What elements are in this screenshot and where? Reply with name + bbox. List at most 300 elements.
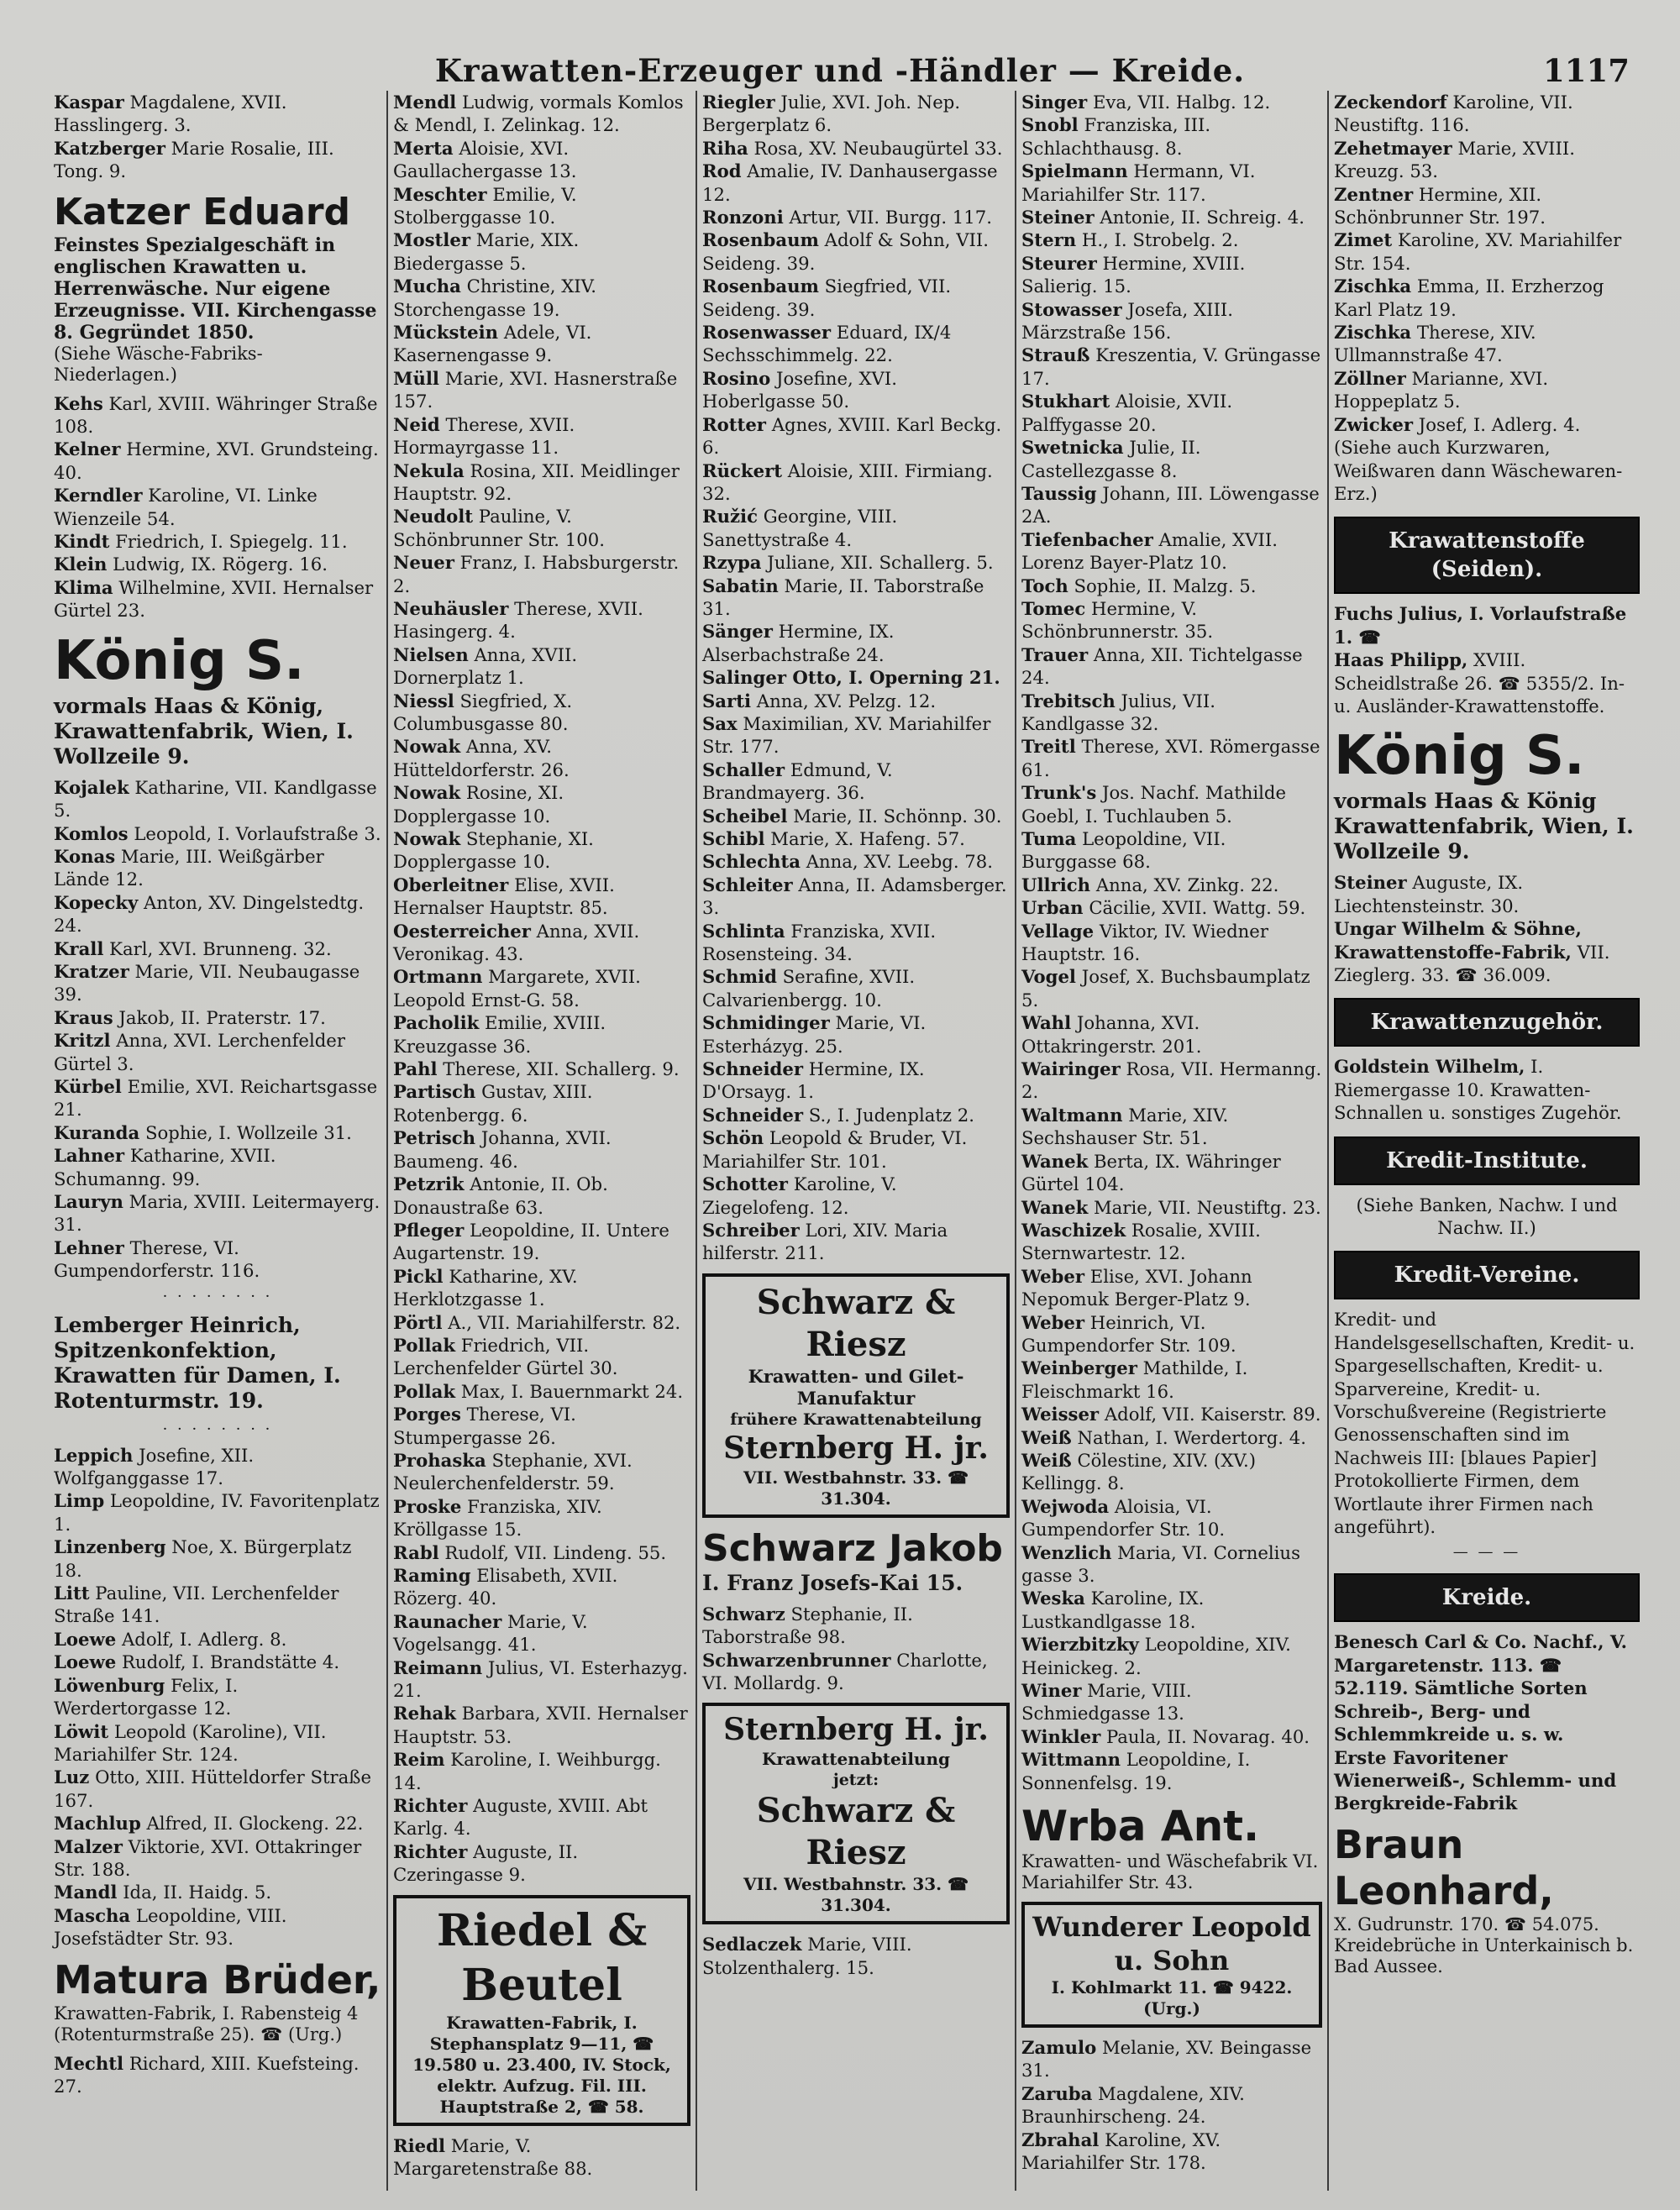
- entry-name: Lauryn: [54, 1191, 123, 1212]
- entry-name: Klima: [54, 576, 113, 598]
- directory-entry: [702, 1126, 1010, 1173]
- ad-line: Krawatten- und Wäschefabrik VI. Mariahilfer Str. 43.: [1021, 1851, 1319, 1893]
- entry-details: Marie, III. Weißgärber Lände 12.: [54, 845, 324, 890]
- column-5: [1329, 91, 1645, 2191]
- entry-name: Neid: [393, 413, 440, 435]
- entry-details: Elise, XVI. Johann Nepomuk Berger-Platz 9.: [1021, 1265, 1252, 1310]
- entry-name: Winer: [1021, 1680, 1082, 1702]
- directory-entry: [393, 1656, 690, 1703]
- directory-entry: [702, 1933, 1010, 1979]
- entry-name: Petzrik: [393, 1173, 465, 1195]
- entry-details: Amalie, XVII. Lorenz Bayer-Platz 10.: [1021, 528, 1278, 574]
- entry-name: Rosenwasser: [702, 322, 832, 344]
- directory-entry: [702, 827, 1010, 850]
- entry-details: Rosa, XV. Neubaugürtel 33.: [748, 137, 1003, 159]
- directory-entry: [1334, 367, 1640, 413]
- entry-name: Mückstein: [393, 322, 499, 344]
- entry-details: Marie, XIX. Biedergasse 5.: [393, 229, 580, 274]
- entry-details: Therese, XII. Schallerg. 9.: [437, 1058, 680, 1080]
- entry-details: Anna, XVII. Dornerplatz 1.: [393, 643, 578, 689]
- directory-entry: [1021, 1679, 1322, 1725]
- entry-details: Viktor, IV. Wiedner Hauptstr. 16.: [1021, 920, 1268, 965]
- directory-entry: [393, 1011, 690, 1058]
- entry-name: Kraus: [54, 1006, 113, 1028]
- directory-entry: [1334, 871, 1640, 917]
- section-heading: Kredit-Institute.: [1334, 1136, 1640, 1185]
- directory-entry: [54, 576, 381, 622]
- ad-line: vormals Haas & König Krawattenfabrik, Wien, I. Wollzeile 9.: [1334, 789, 1634, 864]
- entry-name: Singer: [1021, 92, 1088, 113]
- directory-entry: [702, 620, 1010, 666]
- entry-name: Treitl: [1021, 736, 1076, 758]
- directory-entry: [1021, 690, 1322, 736]
- entry-name: Neuhäusler: [393, 597, 509, 619]
- directory-entry: [1334, 275, 1640, 321]
- entry-details: Heinrich, VI. Gumpendorfer Str. 109.: [1021, 1311, 1236, 1356]
- directory-entry: [393, 459, 690, 506]
- entry-details: Artur, VII. Burgg. 117.: [783, 207, 992, 228]
- entry-details: Karl, XVIII. Währinger Straße 108.: [54, 392, 378, 438]
- entry-details: Leopold (Karoline), VII. Mariahilfer Str. 124.: [54, 1720, 327, 1765]
- entry-details: Julie, XVI. Joh. Nep. Bergerplatz 6.: [702, 92, 961, 136]
- ad-line: I. Franz Josefs-Kai 15.: [702, 1570, 963, 1595]
- entry-name: Nowak: [393, 782, 461, 804]
- directory-entry: [1021, 1058, 1322, 1104]
- directory-entry: [702, 1603, 1010, 1649]
- entry-details: Margarete, XVII. Leopold Ernst-G. 58.: [393, 966, 641, 1011]
- entry-name: Löwenburg: [54, 1674, 165, 1696]
- entry-name: Rzypa: [702, 552, 762, 574]
- entry-details: Berta, IX. Währinger Gürtel 104.: [1021, 1150, 1281, 1195]
- entry-name: Waschizek: [1021, 1219, 1126, 1241]
- directory-entry: [54, 1628, 381, 1651]
- entry-details: Auguste, IX. Liechtensteinstr. 30.: [1334, 872, 1524, 916]
- entry-details: VII. Zieglerg. 33. ☎ 36.009.: [1334, 941, 1610, 985]
- entry-details: Therese, VI. Stumpergasse 26.: [393, 1404, 576, 1448]
- entry-name: Kopecky: [54, 891, 139, 913]
- entry-details: Ida, II. Haidg. 5.: [117, 1882, 272, 1903]
- directory-entry: [1021, 298, 1322, 344]
- entry-details: Jos. Nachf. Mathilde Goebl, I. Tuchlauben 5.: [1021, 782, 1287, 827]
- directory-entry: [1021, 920, 1322, 966]
- entry-details: Hermine, XVIII. Salierig. 15.: [1021, 252, 1246, 297]
- entry-details: Hermine, XVI. Grundsteing. 40.: [54, 438, 379, 483]
- entry-details: Rosa, VII. Hermanng. 2.: [1021, 1058, 1322, 1103]
- entry-name: Wierzbitzky: [1021, 1634, 1139, 1656]
- entry-details: Rosine, XI. Dopplergasse 10.: [393, 782, 564, 827]
- directory-entry: [393, 1380, 690, 1403]
- entry-details: Karl, XVI. Brunneng. 32.: [103, 937, 332, 959]
- entry-details: Richard, XIII. Kuefsteing. 27.: [54, 2052, 360, 2097]
- advertisement: [54, 629, 381, 769]
- entry-name: Pörtl: [393, 1311, 443, 1333]
- directory-entry: [54, 1881, 381, 1903]
- entry-name: Weber: [1021, 1265, 1085, 1287]
- entry-details: Therese, XVI. Römergasse 61.: [1021, 736, 1320, 780]
- entry-details: Mathilde, I. Fleischmarkt 16.: [1021, 1357, 1248, 1402]
- directory-entry: [702, 551, 1010, 574]
- directory-entry: [1021, 390, 1322, 436]
- entry-details: Franziska, XIV. Kröllgasse 15.: [393, 1495, 602, 1541]
- directory-entry: [1021, 2036, 1322, 2082]
- ad-line: König S.: [54, 629, 305, 692]
- entry-details: Cölestine, XIV. (XV.) Kellingg. 8.: [1021, 1449, 1257, 1494]
- directory-entry: [702, 413, 1010, 459]
- directory-entry: [1021, 597, 1322, 643]
- directory-entry: [702, 1011, 1010, 1058]
- entry-name: Machlup: [54, 1813, 141, 1835]
- note: (Siehe Banken, Nachw. I und Nachw. II.): [1356, 1194, 1618, 1238]
- entry-details: Johanna, XVII. Baumeng. 46.: [393, 1127, 612, 1172]
- entry-details: Rosina, XII. Meidlinger Hauptstr. 92.: [393, 459, 680, 504]
- directory-entry: [393, 1265, 690, 1311]
- directory-entry: [393, 1058, 690, 1080]
- entry-name: Snobl: [1021, 114, 1079, 136]
- entry-name: Weska: [1021, 1588, 1085, 1609]
- entry-name: Lehner: [54, 1236, 124, 1258]
- entry-name: Rotter: [702, 413, 766, 435]
- entry-name: Wairinger: [1021, 1058, 1121, 1080]
- entry-name: Kratzer: [54, 960, 129, 982]
- directory-entry: [54, 1651, 381, 1673]
- ad-line: Wunderer Leopold u. Sohn: [1032, 1911, 1311, 1977]
- ad-line: frühere Krawattenabteilung: [730, 1409, 982, 1429]
- entry-details: A., VII. Mariahilferstr. 82.: [442, 1311, 681, 1333]
- entry-name: Luz: [54, 1766, 90, 1788]
- entry-details: Franz, I. Habsburgerstr. 2.: [393, 552, 680, 596]
- entry-details: Aloisie, XIII. Firmiang. 32.: [702, 459, 993, 504]
- directory-entry: [702, 666, 1010, 689]
- entry-details: Hermine, IX. D'Orsayg. 1.: [702, 1058, 925, 1103]
- entry-details: Marie, V. Margaretenstraße 88.: [393, 2134, 593, 2180]
- entry-details: Alfred, II. Glockeng. 22.: [140, 1813, 364, 1835]
- entry-details: Anna, XV. Zinkg. 22.: [1090, 874, 1279, 895]
- entry-details: Maria, XVIII. Leitermayerg. 31.: [54, 1191, 381, 1236]
- entry-name: Riha: [702, 137, 748, 159]
- entry-details: Kredit- und Handelsgesellschaften, Kredit- u. Spargesellschaften, Kredit- u. Sparvereine, Kredit- u. Vorschußvereine (Registrierte Genossenschaften sind im Nachweis III: [blaues Papier] Protokollierte Firmen, dem Wortlaute ihrer Firmen nach angeführt).: [1334, 1309, 1635, 1538]
- entry-details: Wilhelmine, XVII. Hernalser Gürtel 23.: [54, 576, 374, 622]
- entry-name: Zaruba: [1021, 2082, 1093, 2104]
- directory-entry: [702, 206, 1010, 228]
- directory-entry: [1334, 648, 1640, 717]
- entry-name: Weber: [1021, 1311, 1085, 1333]
- entry-name: Nekula: [393, 459, 465, 481]
- entry-name: Zamulo: [1021, 2037, 1097, 2059]
- ad-line: Braun Leonhard,: [1334, 1821, 1554, 1913]
- directory-entry: [393, 1794, 690, 1840]
- entry-details: Leopoldine, VII. Burggasse 68.: [1021, 828, 1226, 873]
- directory-entry: [54, 937, 381, 960]
- entry-name: Limp: [54, 1490, 105, 1512]
- directory-entry: [1021, 896, 1322, 919]
- entry-name: Sax: [702, 712, 738, 734]
- directory-entry: [54, 91, 381, 137]
- entry-name: Schreiber: [702, 1219, 800, 1241]
- directory-entry: [54, 1582, 381, 1628]
- entry-details: Amalie, IV. Danhausergasse 12.: [702, 160, 998, 205]
- directory-entry: [393, 597, 690, 643]
- directory-entry: [1021, 1311, 1322, 1357]
- directory-entry: [54, 1006, 381, 1029]
- directory-entry: [1021, 528, 1322, 575]
- entry-details: Marie Rosalie, III. Tong. 9.: [54, 137, 334, 182]
- entry-details: Pauline, VII. Lerchenfelder Straße 141.: [54, 1583, 339, 1627]
- entry-details: Julie, II. Castellezgasse 8.: [1021, 437, 1201, 481]
- directory-entry: [702, 505, 1010, 551]
- directory-entry: [1021, 436, 1322, 482]
- directory-entry: [702, 965, 1010, 1011]
- entry-details: Edmund, V. Brandmayerg. 36.: [702, 759, 893, 804]
- directory-entry: [702, 805, 1010, 827]
- directory-entry: [1021, 575, 1322, 597]
- entry-name: Weiß: [1021, 1426, 1072, 1448]
- entry-details: Antonie, II. Ob. Donaustraße 63.: [393, 1173, 608, 1218]
- entry-details: Marianne, XVI. Hoppeplatz 5.: [1334, 367, 1549, 412]
- entry-name: Steurer: [1021, 252, 1097, 274]
- entry-name: Zbrahal: [1021, 2129, 1100, 2150]
- entry-details: Siegfried, X. Columbusgasse 80.: [393, 690, 573, 734]
- ad-line: Schwarz & Riesz: [756, 1282, 956, 1364]
- section-heading: Krawattenzugehör.: [1334, 998, 1640, 1047]
- entry-details: Agnes, XVIII. Karl Beckg. 6.: [702, 413, 1002, 459]
- entry-name: Zöllner: [1334, 367, 1406, 389]
- entry-name: Merta: [393, 137, 454, 159]
- entry-details: Adolf & Sohn, VII. Seideng. 39.: [702, 229, 990, 274]
- entry-name: Rosino: [702, 367, 771, 389]
- entry-details: Serafine, XVII. Calvarienbergg. 10.: [702, 966, 916, 1011]
- directory-entry: [54, 484, 381, 530]
- entry-details: Stephanie, XI. Dopplergasse 10.: [393, 828, 594, 873]
- entry-name: Pollak: [393, 1380, 456, 1402]
- entry-name: Salinger Otto, I. Operning 21.: [702, 667, 1000, 689]
- entry-details: Anna, II. Adamsberger. 3.: [702, 874, 1007, 919]
- directory-entry: [393, 1541, 690, 1564]
- entry-details: Rudolf, VII. Lindeng. 55.: [438, 1541, 667, 1563]
- directory-entry: [393, 1702, 690, 1748]
- entry-name: Trebitsch: [1021, 690, 1116, 711]
- entry-name: Litt: [54, 1583, 90, 1604]
- entry-details: Anton, XV. Dingelstedtg. 24.: [54, 891, 365, 937]
- entry-details: Anna, XV. Leebg. 78.: [800, 851, 993, 873]
- ad-line: I. Kohlmarkt 11. ☎ 9422. (Urg.): [1051, 1977, 1293, 2019]
- boxed-advertisement: [1021, 1902, 1322, 2028]
- entry-details: Ludwig, vormals Komlos & Mendl, I. Zelinkag. 12.: [393, 92, 684, 136]
- entry-name: Schwarzenbrunner: [702, 1649, 891, 1671]
- directory-entry: [1021, 1150, 1322, 1196]
- entry-name: Rod: [702, 160, 742, 182]
- entry-name: Oberleitner: [393, 874, 509, 895]
- directory-entry: [54, 1835, 381, 1882]
- directory-entry: [1334, 228, 1640, 275]
- entry-details: Therese, XVII. Hormayrgasse 11.: [393, 413, 575, 459]
- entry-details: Lori, XIV. Maria hilferstr. 211.: [702, 1219, 948, 1264]
- entry-name: Schmid: [702, 966, 777, 988]
- directory-entry: [1334, 413, 1640, 436]
- entry-details: Marie, VIII. Schmiedgasse 13.: [1021, 1680, 1192, 1724]
- entry-details: Siegfried, VII. Seideng. 39.: [702, 276, 952, 320]
- directory-entry: [393, 1449, 690, 1495]
- entry-details: Emilie, XVI. Reichartsgasse 21.: [54, 1075, 378, 1121]
- entry-name: Ungar Wilhelm & Söhne, Krawattenstoffe-Fabrik,: [1334, 918, 1582, 963]
- separator: · · · · · · · ·: [162, 1287, 273, 1305]
- entry-details: Marie, VIII. Stolzenthalerg. 15.: [702, 1934, 912, 1978]
- entry-details: Adele, VI. Kasernengasse 9.: [393, 322, 592, 366]
- entry-details: Eduard, IX/4 Sechsschimmelg. 22.: [702, 322, 952, 366]
- entry-name: Kaspar: [54, 92, 124, 113]
- entry-name: Spielmann: [1021, 160, 1128, 182]
- ad-line: Wrba Ant.: [1021, 1802, 1260, 1851]
- entry-details: Friedrich, VII. Lerchenfelder Gürtel 30.: [393, 1334, 618, 1379]
- directory-entry: [702, 91, 1010, 137]
- entry-name: Mechtl: [54, 2052, 124, 2074]
- entry-details: Cäcilie, XVII. Wattg. 59.: [1083, 897, 1306, 919]
- entry-name: Leppich: [54, 1444, 134, 1466]
- ad-line: Sternberg H. jr.: [723, 1430, 989, 1466]
- entry-details: Elisabeth, XVII. Rözerg. 40.: [393, 1565, 618, 1609]
- directory-entry: [393, 1495, 690, 1541]
- entry-name: Ortmann: [393, 966, 483, 988]
- directory-entry: [1334, 1630, 1640, 1745]
- entry-name: Ullrich: [1021, 874, 1091, 895]
- directory-entry: [54, 438, 381, 484]
- ad-line: Schwarz & Riesz: [756, 1791, 956, 1873]
- directory-entry: [1021, 1357, 1322, 1403]
- directory-entry: [1334, 436, 1640, 505]
- directory-entry: [1334, 917, 1640, 986]
- directory-entry: [702, 160, 1010, 206]
- page-number: 1117: [1543, 52, 1630, 89]
- entry-name: Nowak: [393, 828, 461, 849]
- entry-name: Urban: [1021, 897, 1084, 919]
- entry-name: Neudolt: [393, 506, 474, 528]
- entry-details: Nathan, I. Werdertorg. 4.: [1071, 1426, 1306, 1448]
- entry-name: Schibl: [702, 828, 765, 849]
- directory-entry: [54, 891, 381, 937]
- entry-name: Rückert: [702, 459, 783, 481]
- advertisement: [54, 1313, 381, 1414]
- directory-entry: [702, 459, 1010, 506]
- entry-details: Pauline, V. Schönbrunner Str. 100.: [393, 506, 605, 550]
- entry-details: Paula, II. Novarag. 40.: [1100, 1725, 1310, 1747]
- directory-entry: [54, 2052, 381, 2098]
- entry-name: Neuer: [393, 552, 454, 574]
- directory-entry: [1021, 1541, 1322, 1588]
- entry-details: Otto, XIII. Hütteldorfer Straße 167.: [54, 1766, 372, 1811]
- entry-name: Sänger: [702, 621, 773, 643]
- entry-details: Marie, II. Taborstraße 31.: [702, 575, 984, 619]
- entry-details: Marie, X. Hafeng. 57.: [764, 828, 965, 849]
- entry-details: Viktorie, XVI. Ottakringer Str. 188.: [54, 1835, 362, 1880]
- entry-name: Schaller: [702, 759, 785, 780]
- entry-details: Karoline, IX. Lustkandlgasse 18.: [1021, 1588, 1205, 1632]
- entry-details: Marie, XIV. Sechshauser Str. 51.: [1021, 1104, 1229, 1149]
- column-4: [1016, 91, 1329, 2191]
- entry-name: Ronzoni: [702, 207, 784, 228]
- ad-line: VII. Westbahnstr. 33. ☎ 31.304.: [743, 1874, 969, 1916]
- directory-entry: [702, 1649, 1010, 1695]
- entry-details: Therese, VI. Gumpendorferstr. 116.: [54, 1236, 260, 1282]
- entry-details: Leopoldine, I. Sonnenfelsg. 19.: [1021, 1749, 1251, 1793]
- entry-details: Hermine, XII. Schönbrunner Str. 197.: [1334, 183, 1546, 228]
- entry-details: Emilie, V. Stolberggasse 10.: [393, 183, 577, 228]
- entry-name: Sedlaczek: [702, 1934, 802, 1955]
- entry-details: Katharine, VII. Kandlgasse 5.: [54, 776, 377, 822]
- entry-name: Löwit: [54, 1720, 109, 1742]
- entry-details: Therese, XIV. Ullmannstraße 47.: [1334, 322, 1536, 366]
- directory-entry: [54, 1489, 381, 1535]
- directory-entry: [393, 874, 690, 920]
- directory-entry: [1021, 1426, 1322, 1449]
- entry-name: Erste Favoritener Wienerweiß-, Schlemm- und Bergkreide-Fabrik: [1334, 1746, 1617, 1814]
- entry-details: H., I. Strobelg. 2.: [1076, 229, 1239, 251]
- entry-name: Proske: [393, 1495, 462, 1517]
- entry-name: Rabl: [393, 1541, 439, 1563]
- entry-details: Anna, XV. Hütteldorferstr. 26.: [393, 736, 570, 780]
- entry-name: Waltmann: [1021, 1104, 1123, 1126]
- entry-name: Meschter: [393, 183, 487, 205]
- directory-entry: [54, 530, 381, 553]
- directory-entry: [393, 735, 690, 781]
- advertisement: [54, 1957, 381, 2045]
- entry-name: Mandl: [54, 1882, 118, 1903]
- directory-entry: [54, 553, 381, 575]
- directory-entry: [54, 822, 381, 845]
- entry-name: Malzer: [54, 1835, 123, 1857]
- entry-name: Wahl: [1021, 1012, 1072, 1034]
- directory-entry: [1021, 206, 1322, 228]
- entry-name: Sabatin: [702, 575, 779, 596]
- entry-details: Katharine, XV. Herklotzgasse 1.: [393, 1265, 578, 1310]
- entry-name: Pahl: [393, 1058, 438, 1080]
- ad-line: Sternberg H. jr.: [723, 1712, 989, 1748]
- advertisement: [702, 1526, 1010, 1596]
- entry-name: Mascha: [54, 1904, 131, 1926]
- entry-details: Hermine, V. Schönbrunnerstr. 35.: [1021, 597, 1214, 643]
- entry-details: Rosalie, XVIII. Sternwartestr. 12.: [1021, 1219, 1261, 1264]
- entry-details: Eva, VII. Halbg. 12.: [1087, 92, 1271, 113]
- entry-name: Krall: [54, 937, 104, 959]
- column-3: [697, 91, 1016, 2191]
- entry-details: Georgine, VIII. Sanettystraße 4.: [702, 506, 898, 550]
- directory-entry: [54, 1190, 381, 1236]
- ad-line: Lemberger Heinrich, Spitzenkonfektion, Krawatten für Damen, I. Rotenturmstr. 19.: [54, 1312, 341, 1413]
- section-heading: Krawattenstoffe (Seiden).: [1334, 517, 1640, 594]
- entry-details: Karoline, XV. Mariahilfer Str. 154.: [1334, 229, 1622, 274]
- directory-entry: [54, 1444, 381, 1490]
- directory-entry: [1334, 183, 1640, 229]
- entry-details: Noe, X. Bürgerplatz 18.: [54, 1536, 352, 1581]
- entry-name: Mucha: [393, 276, 461, 297]
- directory-entry: [1021, 160, 1322, 206]
- entry-name: Lahner: [54, 1145, 125, 1167]
- directory-entry: [54, 1674, 381, 1720]
- directory-entry: [393, 321, 690, 367]
- ad-line: Katzer Eduard: [54, 190, 351, 234]
- entry-details: Magdalene, XVII. Hasslingerg. 3.: [54, 92, 287, 136]
- entry-name: Rosenbaum: [702, 276, 819, 297]
- entry-name: Mostler: [393, 229, 470, 251]
- ad-line: Feinstes Spezialgeschäft in englischen Krawatten u. Herrenwäsche. Nur eigene Erzeugnisse. VII. Kirchengasse 8. Gegründet 1850.: [54, 234, 377, 344]
- entry-details: S., I. Judenplatz 2.: [803, 1104, 975, 1126]
- entry-name: Benesch Carl & Co. Nachf., V. Margaretenstr. 113. ☎ 52.119. Sämtliche Sorten Schreib-, Berg- und Schlemmkreide u. s. w.: [1334, 1631, 1627, 1745]
- entry-details: Josef, I. Adlerg. 4.: [1412, 413, 1581, 435]
- entry-name: Pickl: [393, 1265, 444, 1287]
- advertisement: [1021, 1801, 1322, 1893]
- entry-name: Nowak: [393, 736, 461, 758]
- entry-details: Auguste, II. Czeringasse 9.: [393, 1840, 579, 1886]
- entry-details: XVIII. Scheidlstraße 26. ☎ 5355/2. In- u. Ausländer-Krawattenstoffe.: [1334, 649, 1625, 717]
- directory-entry: [393, 1840, 690, 1887]
